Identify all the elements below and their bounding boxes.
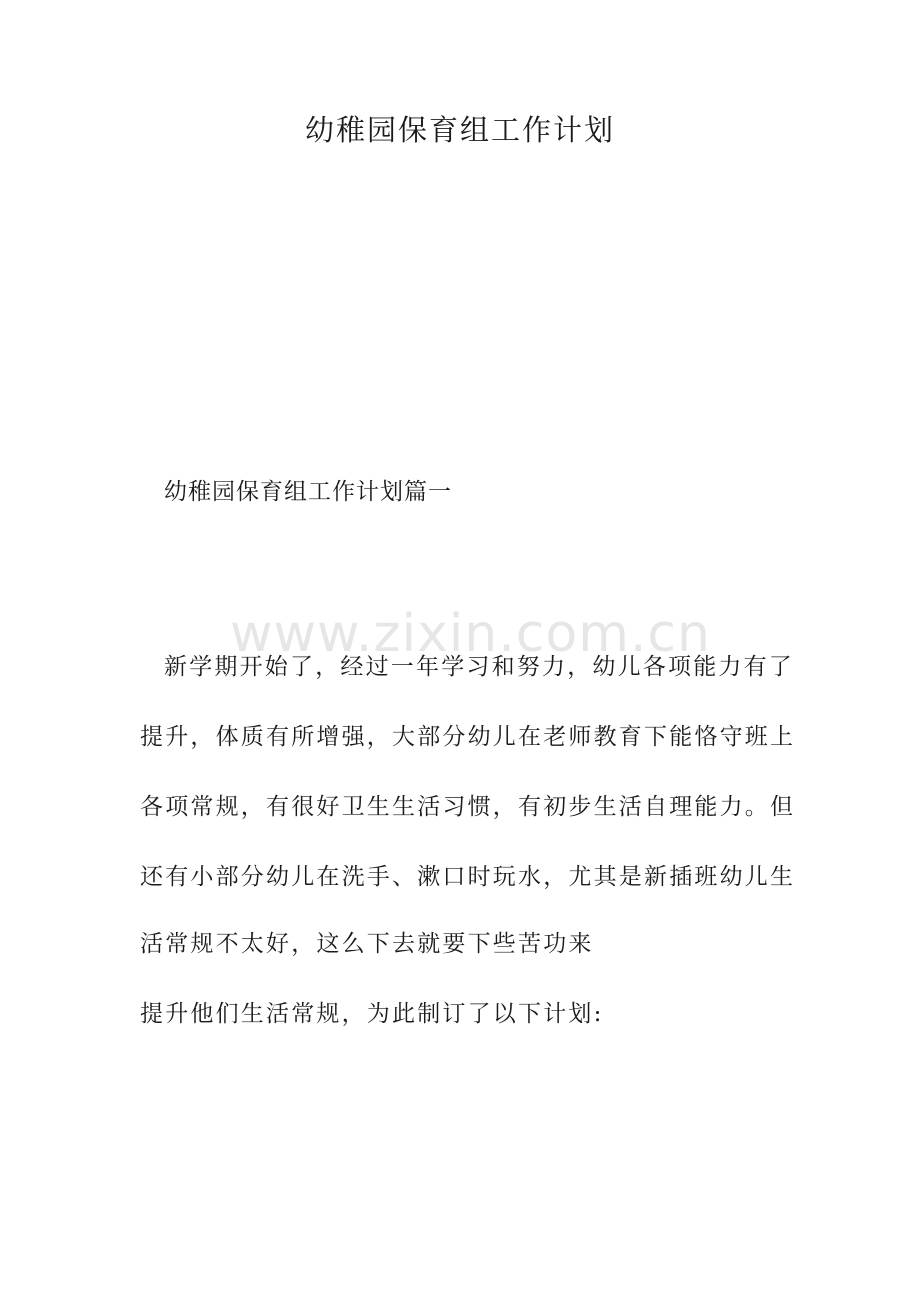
paragraph-line: 提升，体质有所增强，大部分幼儿在老师教育下能恪守班上 [140, 724, 796, 750]
document-title: 幼稚园保育组工作计划 [304, 113, 615, 147]
paragraph-line: 新学期开始了，经过一年学习和努力，幼儿各项能力有了 [164, 654, 794, 680]
watermark: www.zixin.com.cn [230, 604, 711, 664]
paragraph-line: 提升他们生活常规，为此制订了以下计划: [140, 1001, 604, 1027]
paragraph-line: 各项常规，有很好卫生生活习惯，有初步生活自理能力。但 [140, 794, 796, 820]
paragraph-line: 还有小部分幼儿在洗手、漱口时玩水，尤其是新插班幼儿生 [140, 864, 796, 890]
section-heading: 幼稚园保育组工作计划篇一 [164, 479, 452, 505]
paragraph-line: 活常规不太好，这么下去就要下些苦功来 [140, 931, 594, 957]
